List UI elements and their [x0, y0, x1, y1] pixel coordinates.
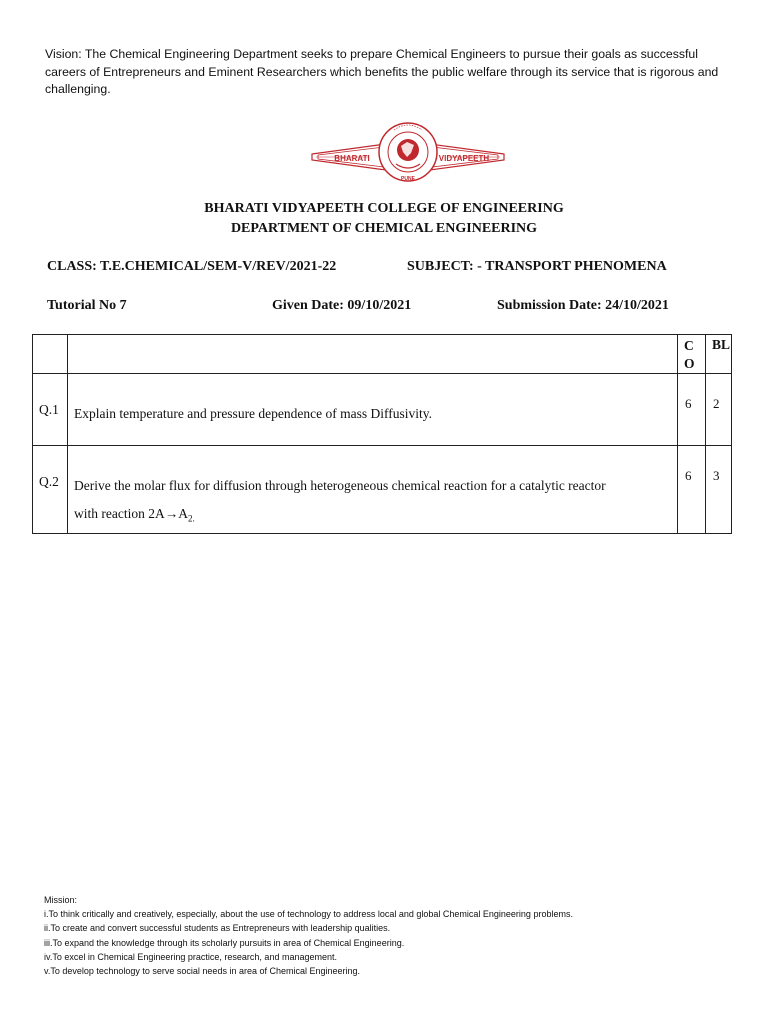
logo-right-text: VIDYAPEETH — [438, 154, 490, 163]
question-co: 6 — [678, 374, 706, 446]
college-logo — [308, 120, 508, 188]
table-row — [33, 374, 732, 446]
mission-item: v.To develop technology to serve social needs in area of Chemical Engineering. — [44, 966, 361, 977]
logo-left-text: BHARATI — [334, 154, 370, 163]
question-co: 6 — [678, 446, 706, 534]
mission-statement — [44, 893, 724, 978]
question-text: Explain temperature and pressure dependence of mass Diffusivity. — [68, 374, 678, 446]
given-date: Given Date: 09/10/2021 — [272, 298, 412, 313]
submission-date: Submission Date: 24/10/2021 — [497, 298, 669, 313]
subject-info: SUBJECT: - TRANSPORT PHENOMENA — [407, 259, 667, 274]
table-row — [33, 446, 732, 534]
header-qno-cell — [33, 335, 68, 374]
question-number: Q.2 — [33, 446, 68, 534]
vision-statement: Vision: The Chemical Engineering Department seeks to prepare Chemical Engineers to pursue their goals as successful careers of Entrepreneurs and Eminent Researchers which benefits the public welfare through its service that is rigorous and challenging. — [45, 47, 719, 96]
college-name: BHARATI VIDYAPEETH COLLEGE OF ENGINEERING — [204, 201, 564, 216]
question-text — [68, 446, 678, 534]
question-bl: 2 — [706, 374, 732, 446]
header-bl: BL — [706, 335, 732, 374]
header-co — [678, 335, 706, 374]
logo-bottom-text: PUNE — [401, 176, 415, 182]
question-bl: 3 — [706, 446, 732, 534]
mission-item: i.To think critically and creatively, especially, about the use of technology to address local and global Chemical Engineering problems. — [44, 909, 573, 920]
question-text-line2: with reaction 2A→A — [74, 506, 188, 521]
header-co-line1: C — [684, 338, 694, 353]
subscript-text: 2. — [187, 513, 195, 524]
mission-title: Mission: — [44, 895, 78, 905]
class-info: CLASS: T.E.CHEMICAL/SEM-V/REV/2021-22 — [47, 259, 337, 274]
mission-item: ii.To create and convert successful students as Entrepreneurs with leadership qualities. — [44, 923, 391, 934]
question-number: Q.1 — [33, 374, 68, 446]
mission-item: iv.To excel in Chemical Engineering practice, research, and management. — [44, 951, 337, 962]
question-text-line1: Derive the molar flux for diffusion through heterogeneous chemical reaction for a catalytic reactor — [74, 478, 606, 493]
question-table — [32, 334, 732, 534]
mission-item: iii.To expand the knowledge through its scholarly pursuits in area of Chemical Engineering. — [44, 937, 405, 948]
department-name: DEPARTMENT OF CHEMICAL ENGINEERING — [230, 221, 538, 236]
header-co-line2: O — [684, 356, 695, 371]
tutorial-number: Tutorial No 7 — [47, 298, 127, 313]
table-header-row — [33, 335, 732, 374]
header-question-cell — [68, 335, 678, 374]
